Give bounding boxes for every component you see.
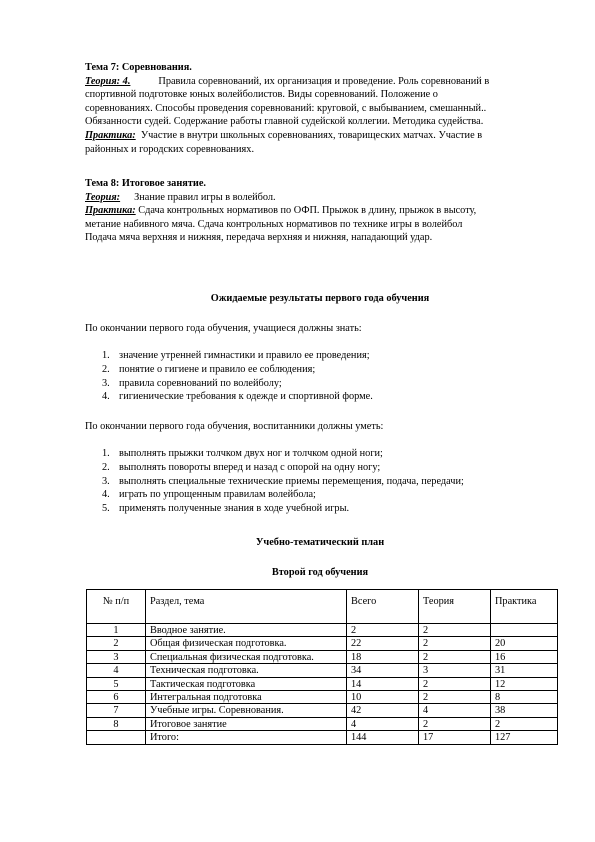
column-header: Теория [419,590,491,624]
list-item: 4. гигиенические требования к одежде и спортивной форме. [102,391,373,403]
table-cell: Вводное занятие. [146,624,347,637]
table-cell [87,731,146,744]
column-header: № п/п [87,590,146,624]
list-item: 1. значение утренней гимнастики и правило ее проведения; [102,350,370,361]
table-row [87,677,558,690]
can-list [85,447,555,516]
table-row [87,624,558,637]
table-cell: 34 [347,664,419,677]
curriculum-table [86,589,558,745]
table-cell: 2 [419,637,491,650]
list-item: 1. выполнять прыжки толчком двух ног и толчком одной ноги; [102,448,383,459]
list-item: 2. понятие о гигиене и правило ее соблюдения; [102,363,316,375]
table-cell: 4 [419,704,491,717]
table-cell: Интегральная подготовка [146,691,347,704]
table-cell: 3 [87,650,146,663]
results-heading: Ожидаемые результаты первого года обучения [210,293,430,304]
topic-7-practice-line: Практика: Участие в внутри школьных соревнованиях, товарищеских матчах. Участие в [85,129,483,141]
table-cell: 38 [491,704,558,717]
topic-7-theory-line: Теория: 4. Правила соревнований, их организация и проведение. Роль соревнований в [85,75,490,87]
table-cell: 22 [347,637,419,650]
topic-8-practice-text: Подача мяча верхняя и нижняя, передача верхняя и нижняя, нападающий удар. [85,232,433,244]
table-cell: 2 [419,677,491,690]
topic-7-heading: Тема 7: Соревнования. [85,62,192,73]
know-intro: По окончании первого года обучения, учащиеся должны знать: [85,323,362,334]
table-row [87,637,558,650]
column-header: Раздел, тема [146,590,347,624]
table-cell: 1 [87,624,146,637]
table-cell: 12 [491,677,558,690]
table-cell: 7 [87,704,146,717]
table-total-row [87,731,558,744]
table-cell: 2 [347,624,419,637]
table-row [87,650,558,663]
table-row [87,704,558,717]
column-header: Всего [347,590,419,624]
table-cell: 17 [419,731,491,744]
table-cell: 8 [87,717,146,730]
plan-title: Учебно-тематический план [255,537,385,548]
table-cell: 18 [347,650,419,663]
table-cell: 2 [419,691,491,704]
table-cell: 2 [491,717,558,730]
topic-8-practice-text: метание набивного мяча. Сдача контрольных нормативов по технике игры в волейбол [85,218,463,230]
list-item: 4. играть по упрощенным правилам волейбола; [102,489,316,501]
table-cell: Специальная физическая подготовка. [146,650,347,663]
table-cell: 42 [347,704,419,717]
list-item: 3. правила соревнований по волейболу; [102,377,282,389]
table-row [87,691,558,704]
topic-8-heading: Тема 8: Итоговое занятие. [85,178,206,189]
topic-8-section [85,177,555,245]
table-cell: Техническая подготовка. [146,664,347,677]
table-cell: 20 [491,637,558,650]
table-cell: 8 [491,691,558,704]
table-cell: Учебные игры. Соревнования. [146,704,347,717]
table-header-row [87,590,558,624]
table-cell: Тактическая подготовка [146,677,347,690]
topic-8-practice-line: Практика: Сдача контрольных нормативов по ОФП. Прыжок в длину, прыжок в высоту, [85,205,477,217]
table-cell: 3 [419,664,491,677]
topic-7-theory-text: Обязанности судей. Содержание работы главной судейской коллегии. Методика судейства. [85,116,484,128]
plan-subtitle: Второй год обучения [271,567,369,578]
table-cell: 4 [347,717,419,730]
theory-label: Теория: [85,191,121,203]
table-cell: 16 [491,650,558,663]
table-cell: 127 [491,731,558,744]
table-cell: 144 [347,731,419,744]
topic-7-practice-text: районных и городских соревнованиях. [85,143,255,155]
table-cell: 6 [87,691,146,704]
table-cell: 2 [419,624,491,637]
table-cell [491,624,558,637]
table-cell: 4 [87,664,146,677]
table-cell: Итоговое занятие [146,717,347,730]
topic-7-section [85,61,555,156]
table-cell: Итого: [146,731,347,744]
table-cell: 2 [419,717,491,730]
table-row [87,664,558,677]
topic-7-theory-text: спортивной подготовке юных волейболистов. Виды соревнований. Положение о [85,89,438,101]
table-cell: Общая физическая подготовка. [146,637,347,650]
theory-label: Теория: 4. [85,75,131,87]
table-row [87,717,558,730]
table-cell: 31 [491,664,558,677]
practice-label: Практика: [85,129,136,141]
list-item: 3. выполнять специальные технические приемы перемещения, подача, передачи; [102,475,464,487]
topic-7-theory-text: соревнованиях. Способы проведения соревнований: круговой, с выбыванием, смешанный.. [85,102,487,114]
list-item: 2. выполнять повороты вперед и назад с опорой на одну ногу; [102,461,381,473]
practice-label: Практика: [85,205,136,217]
column-header: Практика [491,590,558,624]
know-list [85,349,555,404]
table-cell: 14 [347,677,419,690]
can-intro: По окончании первого года обучения, воспитанники должны уметь: [85,421,384,432]
table-cell: 2 [419,650,491,663]
table-cell: 10 [347,691,419,704]
table-cell: 2 [87,637,146,650]
topic-8-theory-line: Теория: Знание правил игры в волейбол. [85,191,276,203]
table-cell: 5 [87,677,146,690]
list-item: 5. применять полученные знания в ходе учебной игры. [102,503,350,515]
